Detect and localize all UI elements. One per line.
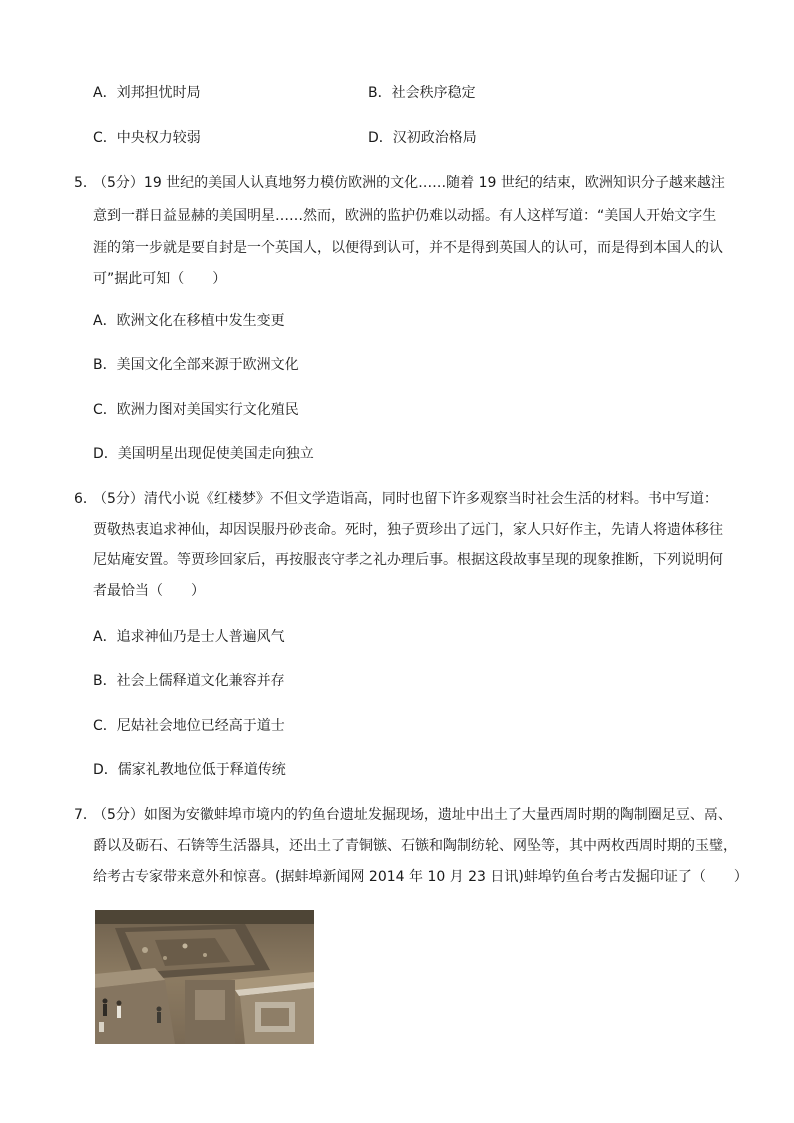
excavation-photo-drawing xyxy=(95,910,314,1044)
q6-stem-line-3: 尼姑庵安置。等贾珍回家后，再按服丧守孝之礼办理后事。根据这段故事呈现的现象推断，下列说明何 xyxy=(93,552,723,568)
q6-option-b[interactable]: B．社会上儒释道文化兼容并存 xyxy=(93,673,285,689)
q7-stem-line-2: 爵以及砺石、石锛等生活器具，还出土了青铜镞、石镞和陶制纺轮、网坠等，其中两枚西周时期的玉璧， xyxy=(93,838,737,854)
q5-option-c[interactable]: C．欧洲力图对美国实行文化殖民 xyxy=(93,402,299,418)
q5-option-a[interactable]: A．欧洲文化在移植中发生变更 xyxy=(93,313,285,329)
q6-stem-line-4: 者最恰当（ ） xyxy=(93,583,205,599)
q5-stem-line-1: （5分）19 世纪的美国人认真地努力模仿欧洲的文化……随着 19 世纪的结束，欧洲知识分子越来越注 xyxy=(93,175,725,191)
q4-option-b[interactable]: B．社会秩序稳定 xyxy=(368,85,476,101)
q5-stem-line-4: 可”据此可知（ ） xyxy=(93,271,227,287)
q4-option-c[interactable]: C．中央权力较弱 xyxy=(93,130,201,146)
q6-option-a[interactable]: A．追求神仙乃是士人普遍风气 xyxy=(93,629,285,645)
q6-number: 6． xyxy=(74,491,97,507)
q7-number: 7． xyxy=(74,807,97,823)
q4-option-a[interactable]: A．刘邦担忧时局 xyxy=(93,85,201,101)
q6-option-d[interactable]: D．儒家礼教地位低于释道传统 xyxy=(93,762,286,778)
q6-stem-line-2: 贾敬热衷追求神仙，却因误服丹砂丧命。死时，独子贾珍出了远门，家人只好作主，先请人将遗体移往 xyxy=(93,522,723,538)
q4-option-d[interactable]: D．汉初政治格局 xyxy=(368,130,477,146)
q5-stem-line-2: 意到一群日益显赫的美国明星……然而，欧洲的监护仍难以动摇。有人这样写道：“美国人开始文字生 xyxy=(93,208,717,224)
q5-number: 5． xyxy=(74,175,97,191)
q6-stem-line-1: （5分）清代小说《红楼梦》不但文学造诣高，同时也留下许多观察当时社会生活的材料。书中写道： xyxy=(93,491,718,507)
q7-stem-line-1: （5分）如图为安徽蚌埠市境内的钓鱼台遗址发掘现场，遗址中出土了大量西周时期的陶制圈足豆、鬲、 xyxy=(93,807,732,823)
q5-stem-line-3: 涯的第一步就是要自封是一个英国人，以便得到认可，并不是得到英国人的认可，而是得到本国人的认 xyxy=(93,240,723,256)
q6-option-c[interactable]: C．尼姑社会地位已经高于道士 xyxy=(93,718,285,734)
q5-option-b[interactable]: B．美国文化全部来源于欧洲文化 xyxy=(93,357,299,373)
q7-stem-line-3: 给考古专家带来意外和惊喜。(据蚌埠新闻网 2014 年 10 月 23 日讯)蚌埠钓鱼台考古发掘印证了（ ） xyxy=(93,869,748,885)
excavation-site-photo xyxy=(95,910,314,1044)
q5-option-d[interactable]: D．美国明星出现促使美国走向独立 xyxy=(93,446,314,462)
